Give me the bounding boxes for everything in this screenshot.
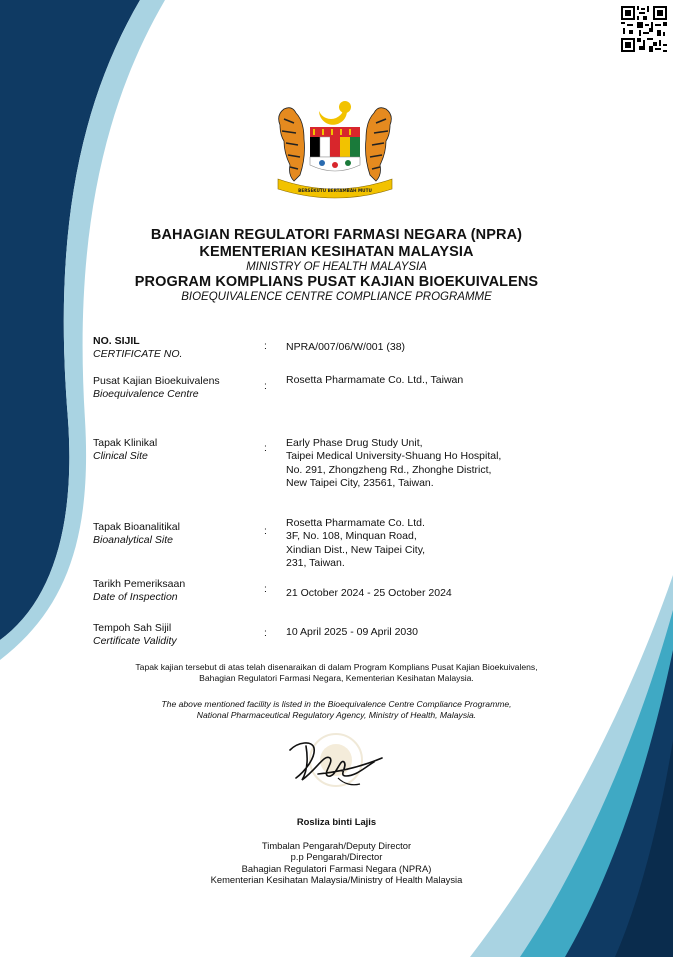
address-line: No. 291, Zhongzheng Rd., Zhonghe District, (286, 463, 492, 476)
address-line: New Taipei City, 23561, Taiwan. (286, 477, 434, 490)
official-seal-watermark (310, 734, 362, 786)
signature (278, 728, 388, 796)
signatory-block (60, 816, 613, 886)
crest-motto: BERSEKUTU BERTAMBAH MUTU (298, 188, 372, 193)
address-line: Xindian Dist., New Taipei City, (286, 543, 426, 556)
address-line: Early Phase Drug Study Unit, (286, 437, 423, 449)
clinical-label-en: Clinical Site (93, 450, 148, 462)
clinical-label-ms: Tapak Klinikal (93, 437, 158, 449)
inspection-date-value: 21 October 2024 - 25 October 2024 (286, 587, 452, 599)
qr-code (621, 6, 667, 52)
programme-name-ms: PROGRAM KOMPLIANS PUSAT KAJIAN BIOEKUIVALENS (134, 274, 539, 290)
colon: : (264, 380, 267, 392)
colon: : (264, 340, 267, 352)
programme-name-en: BIOEQUIVALENCE CENTRE COMPLIANCE PROGRAMME (181, 291, 492, 303)
inspection-label-en: Date of Inspection (93, 591, 178, 603)
clinical-address (286, 437, 586, 491)
address-line: Rosetta Pharmamate Co. Ltd. (286, 517, 425, 529)
bioanalytical-address (286, 517, 586, 571)
address-line: 231, Taiwan. (286, 557, 345, 570)
centre-label-ms: Pusat Kajian Bioekuivalens (93, 375, 220, 387)
cert-no-label-ms: NO. SIJIL (93, 335, 140, 347)
statement-ms-line: Tapak kajian tersebut di atas telah disenaraikan di dalam Program Komplians Pusat Kajian Bioekuivalens, (135, 662, 538, 672)
malaysia-coat-of-arms (270, 95, 400, 205)
statement-en-line: National Pharmaceutical Regulatory Agency, Ministry of Health, Malaysia. (196, 710, 477, 720)
certificate-header (60, 227, 613, 304)
colon: : (264, 525, 267, 537)
statement-ms-line: Bahagian Regulatori Farmasi Negara, Kementerian Kesihatan Malaysia. (199, 673, 474, 683)
bioanalytical-label-ms: Tapak Bioanalitikal (93, 521, 180, 533)
centre-label-en: Bioequivalence Centre (93, 388, 199, 400)
colon: : (264, 583, 267, 595)
signatory-name: Rosliza binti Lajis (296, 816, 377, 827)
address-line: 3F, No. 108, Minquan Road, (286, 530, 417, 543)
agency-name: BAHAGIAN REGULATORI FARMASI NEGARA (NPRA) (150, 227, 523, 243)
validity-value: 10 April 2025 - 09 April 2030 (286, 626, 418, 638)
statement-ms (60, 662, 613, 684)
address-line: Taipei Medical University-Shuang Ho Hospital, (286, 450, 502, 463)
centre-value: Rosetta Pharmamate Co. Ltd., Taiwan (286, 374, 464, 386)
ministry-name-ms: KEMENTERIAN KESIHATAN MALAYSIA (199, 244, 474, 260)
cert-no-value: NPRA/007/06/W/001 (38) (286, 341, 406, 353)
ministry-name-en: MINISTRY OF HEALTH MALAYSIA (246, 261, 427, 273)
inspection-label-ms: Tarikh Pemeriksaan (93, 578, 186, 590)
bioanalytical-label-en: Bioanalytical Site (93, 534, 173, 546)
cert-no-label-en: CERTIFICATE NO. (93, 348, 183, 360)
colon: : (264, 442, 267, 454)
statement-en-line: The above mentioned facility is listed in the Bioequivalence Centre Compliance Programme, (161, 699, 512, 709)
statement-en (60, 699, 613, 721)
signatory-title: p.p Pengarah/Director (290, 851, 383, 863)
validity-label-ms: Tempoh Sah Sijil (93, 622, 172, 634)
validity-label-en: Certificate Validity (93, 635, 177, 647)
signatory-title: Bahagian Regulatori Farmasi Negara (NPRA) (241, 862, 432, 874)
signatory-title: Kementerian Kesihatan Malaysia/Ministry of Health Malaysia (210, 874, 463, 886)
colon: : (264, 627, 267, 639)
signatory-title: Timbalan Pengarah/Deputy Director (261, 839, 412, 851)
